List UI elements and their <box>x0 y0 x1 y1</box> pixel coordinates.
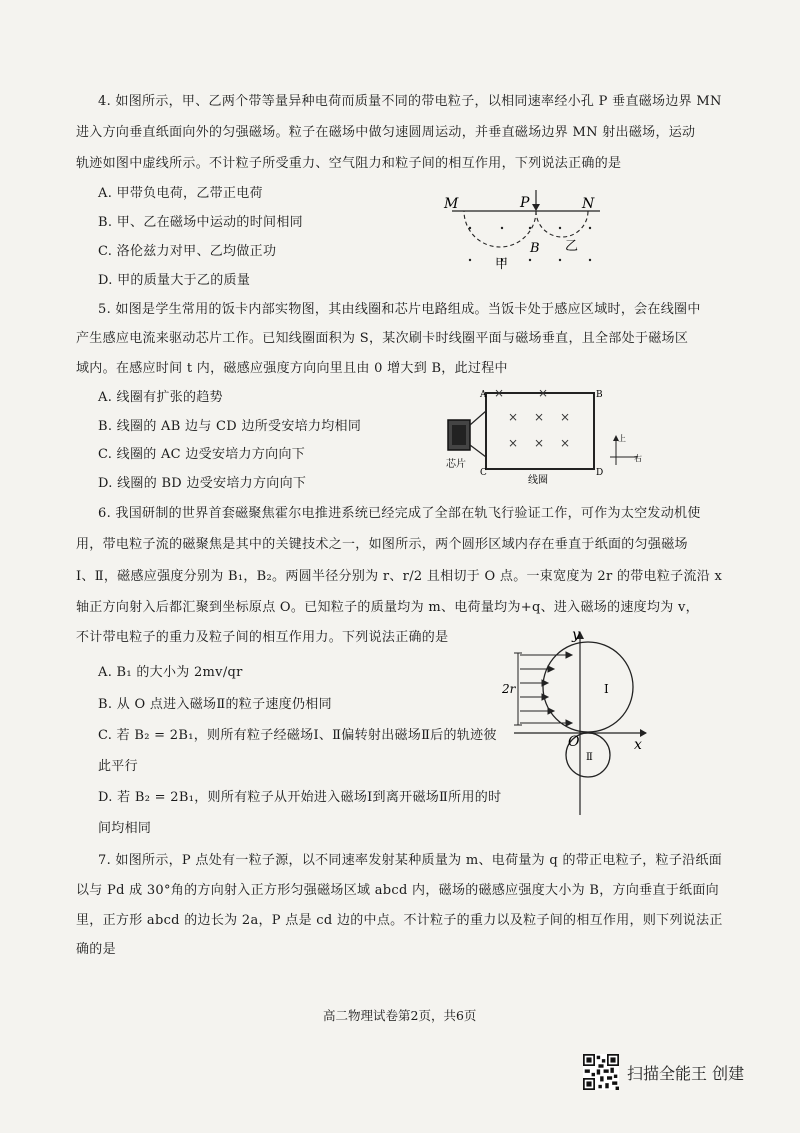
q5-label-b: B <box>596 390 603 400</box>
q6-option-a: A. B₁ 的大小为 2mv/qr <box>98 665 243 680</box>
q4-label-b: B <box>530 241 540 256</box>
q4-option-d: D. 甲的质量大于乙的质量 <box>98 273 251 288</box>
q5-line-1: 5. 如图是学生常用的饭卡内部实物图，其由线圈和芯片电路组成。当饭卡处于感应区域时，会在线圈中 <box>98 302 701 317</box>
q6-line-3: Ⅰ、Ⅱ，磁感应强度分别为 B₁，B₂。两圆半径分别为 r、r/2 且相切于 O 点。一束宽度为 2r 的带电粒子流沿 x <box>76 569 723 584</box>
q6-option-d: D. 若 B₂ = 2B₁，则所有粒子从开始进入磁场Ⅰ到离开磁场Ⅱ所用的时 <box>98 790 502 805</box>
svg-text:×: × <box>508 436 519 450</box>
q6-line-4: 轴正方向射入后都汇聚到坐标原点 O。已知粒子的质量均为 m、电荷量均为+q、进入磁场的速度均为 v， <box>76 600 699 615</box>
scanner-stamp-text: 扫描全能王 创建 <box>627 1063 745 1083</box>
q6-line-2: 用，带电粒子流的磁聚焦是其中的关键技术之一，如图所示，两个圆形区域内存在垂直于纸面的匀强磁场 <box>76 537 688 552</box>
page-footer: 高二物理试卷第2页，共6页 <box>323 1008 477 1023</box>
q6-label-x: x <box>634 737 642 753</box>
q7-line-2: 以与 Pd 成 30°角的方向射入正方形匀强磁场区域 abcd 内，磁场的磁感应强度大小为 B，方向垂直于纸面向 <box>76 883 719 898</box>
svg-text:×: × <box>560 436 571 450</box>
q6-option-c: C. 若 B₂ = 2B₁，则所有粒子经磁场Ⅰ、Ⅱ偏转射出磁场Ⅱ后的轨迹彼 <box>98 728 497 743</box>
q5-label-d: D <box>596 468 604 478</box>
q5-option-d: D. 线圈的 BD 边受安培力方向向下 <box>98 476 307 491</box>
q4-option-c: C. 洛伦兹力对甲、乙均做正功 <box>98 244 277 259</box>
q4-label-p: P <box>520 195 530 211</box>
q6-label-y: y <box>572 627 580 643</box>
q5-option-b: B. 线圈的 AB 边与 CD 边所受安培力均相同 <box>98 419 362 434</box>
q5-label-c: C <box>480 468 487 478</box>
scanner-stamp <box>583 1054 744 1090</box>
q6-option-b: B. 从 O 点进入磁场Ⅱ的粒子速度仍相同 <box>98 697 332 712</box>
q6-line-5: 不计带电粒子的重力及粒子间的相互作用力。下列说法正确的是 <box>76 630 449 645</box>
q4-option-a: A. 甲带负电荷，乙带正电荷 <box>98 186 263 201</box>
svg-text:×: × <box>508 410 519 424</box>
svg-text:×: × <box>560 410 571 424</box>
q4-line-3: 轨迹如图中虚线所示。不计粒子所受重力、空气阻力和粒子间的相互作用，下列说法正确的是 <box>76 156 622 171</box>
q5-label-chip: 芯片 <box>446 459 466 470</box>
q6-label-o: O <box>568 734 580 750</box>
q6-option-c-cont: 此平行 <box>98 759 138 774</box>
svg-text:×: × <box>538 386 549 400</box>
q6-label-field-2: Ⅱ <box>586 752 593 763</box>
q5-label-right: 右 <box>634 454 642 463</box>
q5-line-2: 产生感应电流来驱动芯片工作。已知线圈面积为 S，某次刷卡时线圈平面与磁场垂直，且全部处于磁场区 <box>76 331 689 346</box>
q5-card-coil-figure <box>440 385 650 485</box>
q4-option-b: B. 甲、乙在磁场中运动的时间相同 <box>98 215 303 230</box>
q5-label-a: A <box>480 390 487 400</box>
q4-label-yi: 乙 <box>565 239 579 254</box>
q4-line-1: 4. 如图所示，甲、乙两个带等量异种电荷而质量不同的带电粒子，以相同速率经小孔 P 垂直磁场边界 MN <box>98 94 722 109</box>
q4-magnetic-field-figure <box>440 188 610 278</box>
q6-label-width: 2r <box>502 682 516 696</box>
q4-line-2: 进入方向垂直纸面向外的匀强磁场。粒子在磁场中做匀速圆周运动，并垂直磁场边界 MN 射出磁场，运动 <box>76 125 696 140</box>
q7-line-3: 里，正方形 abcd 的边长为 2a，P 点是 cd 边的中点。不计粒子的重力以及粒子间的相互作用，则下列说法正 <box>76 913 723 928</box>
q5-label-coil: 线圈 <box>528 475 548 485</box>
q5-option-a: A. 线圈有扩张的趋势 <box>98 390 223 405</box>
q6-line-1: 6. 我国研制的世界首套磁聚焦霍尔电推进系统已经完成了全部在轨飞行验证工作，可作为太空发动机使 <box>98 506 701 521</box>
q4-label-n: N <box>582 196 595 212</box>
qr-code-icon <box>583 1054 619 1090</box>
q6-option-d-cont: 间均相同 <box>98 821 152 836</box>
svg-text:×: × <box>534 410 545 424</box>
q5-label-up: 上 <box>618 434 626 443</box>
q5-line-3: 域内。在感应时间 t 内，磁感应强度方向向里且由 0 增大到 B，此过程中 <box>76 361 508 376</box>
svg-text:×: × <box>534 436 545 450</box>
q7-line-1: 7. 如图所示，P 点处有一粒子源，以不同速率发射某种质量为 m、电荷量为 q 的带正电粒子，粒子沿纸面 <box>98 853 723 868</box>
q7-line-4: 确的是 <box>76 942 116 957</box>
q4-label-m: M <box>444 196 459 212</box>
svg-text:×: × <box>494 386 505 400</box>
q6-label-field-1: Ⅰ <box>604 682 609 696</box>
q5-option-c: C. 线圈的 AC 边受安培力方向向下 <box>98 447 306 462</box>
q6-magnetic-focusing-figure <box>500 625 650 820</box>
q4-label-jia: 甲 <box>495 257 509 272</box>
